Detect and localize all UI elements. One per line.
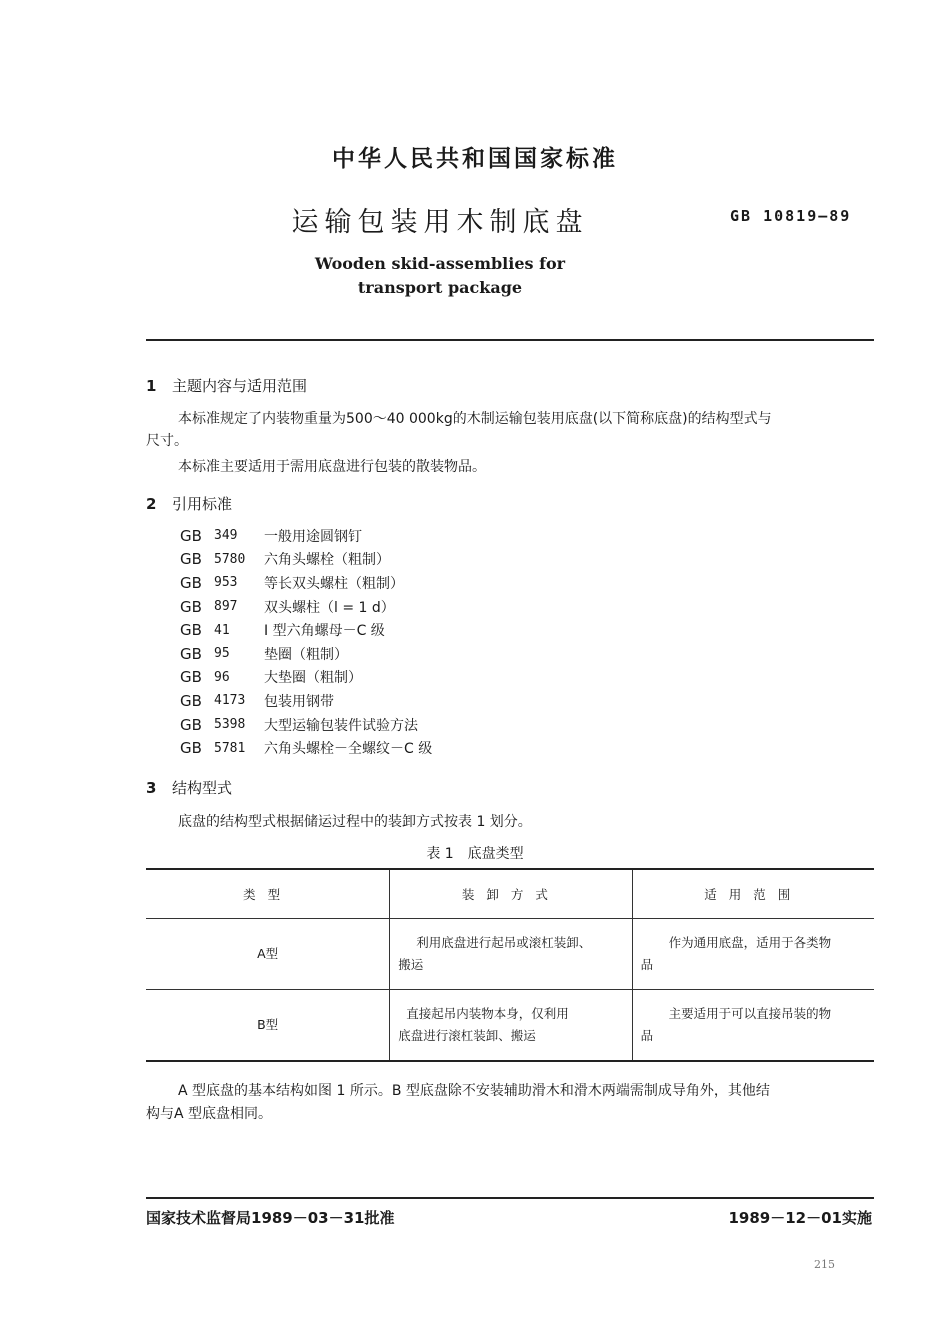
reference-item xyxy=(180,524,432,548)
cell-method xyxy=(390,990,632,1062)
ref-number: 5780 xyxy=(214,551,246,567)
ref-number: 41 xyxy=(214,622,230,638)
ref-title: 大型运输包装件试验方法 xyxy=(264,717,418,734)
header-rule xyxy=(146,339,874,341)
ref-title: 六角头螺栓－全螺纹－C 级 xyxy=(264,741,433,758)
document-title: 运输包装用木制底盘 xyxy=(291,207,589,238)
page-number: 215 xyxy=(814,1258,835,1271)
ref-number: 5398 xyxy=(214,717,246,733)
cell-text-line: 主要适用于可以直接吊装的物 xyxy=(668,1006,832,1021)
ref-title: 双头螺柱（l = 1 d） xyxy=(264,599,395,616)
section-title: 引用标准 xyxy=(172,495,233,513)
reference-item xyxy=(180,548,432,572)
section-1-para2: 本标准主要适用于需用底盘进行包装的散装物品。 xyxy=(178,459,486,475)
reference-list xyxy=(180,524,432,760)
table-caption: 表 1 底盘类型 xyxy=(426,846,524,862)
approval-date: 国家技术监督局1989－03－31批准 xyxy=(146,1209,395,1227)
reference-item xyxy=(180,736,432,760)
section-1-para1-line1: 本标准规定了内装物重量为500～40 000kg的木制运输包装用底盘(以下简称底盘)的结构型式与 xyxy=(178,411,772,427)
reference-item xyxy=(180,713,432,737)
ref-title: 六角头螺栓（粗制） xyxy=(264,552,390,569)
cell-method xyxy=(390,919,632,990)
section-number: 3 xyxy=(146,779,157,797)
ref-title: 一般用途圆钢钉 xyxy=(264,528,362,545)
cell-scope xyxy=(632,990,874,1062)
ref-number: 96 xyxy=(214,669,230,685)
ref-prefix: GB xyxy=(180,715,202,734)
ref-number: 4173 xyxy=(214,693,246,709)
ref-prefix: GB xyxy=(180,550,202,569)
ref-number: 897 xyxy=(214,599,238,615)
cell-scope xyxy=(632,919,874,990)
section-title: 主题内容与适用范围 xyxy=(172,377,308,395)
reference-item xyxy=(180,618,432,642)
ref-title: I 型六角螺母－C 级 xyxy=(264,623,385,640)
header-type: 类型 xyxy=(146,869,390,919)
ref-number: 953 xyxy=(214,575,238,591)
ref-title: 垫圈（粗制） xyxy=(264,646,348,663)
ref-prefix: GB xyxy=(180,526,202,545)
cell-text-line: 作为通用底盘，适用于各类物 xyxy=(668,935,832,950)
ref-prefix: GB xyxy=(180,691,202,710)
section-2-heading xyxy=(146,493,232,514)
cell-text-line: 底盘进行滚杠装卸、搬运 xyxy=(398,1028,536,1043)
skid-type-table xyxy=(146,868,874,1062)
section-3-heading xyxy=(146,777,232,798)
cell-text-line: 品 xyxy=(640,957,654,972)
ref-title: 等长双头螺柱（粗制） xyxy=(264,575,404,592)
ref-title: 包装用钢带 xyxy=(264,693,334,710)
ref-number: 95 xyxy=(214,646,230,662)
ref-prefix: GB xyxy=(180,644,202,663)
reference-item xyxy=(180,571,432,595)
section-number: 1 xyxy=(146,377,157,395)
ref-prefix: GB xyxy=(180,621,202,640)
section-3-intro: 底盘的结构型式根据储运过程中的装卸方式按表 1 划分。 xyxy=(178,814,532,830)
ref-number: 349 xyxy=(214,528,238,544)
header-scope: 适用范围 xyxy=(632,869,874,919)
english-title-line2: transport package xyxy=(357,278,523,297)
organization-header: 中华人民共和国国家标准 xyxy=(332,146,618,172)
table-header-row xyxy=(146,869,874,919)
cell-text-line: 搬运 xyxy=(398,957,424,972)
effective-date: 1989－12－01实施 xyxy=(728,1209,872,1227)
reference-item xyxy=(180,666,432,690)
table-row xyxy=(146,990,874,1062)
ref-prefix: GB xyxy=(180,739,202,758)
header-method: 装卸方式 xyxy=(390,869,632,919)
section-title: 结构型式 xyxy=(172,779,233,797)
ref-title: 大垫圈（粗制） xyxy=(264,670,362,687)
cell-type: A型 xyxy=(146,919,390,990)
cell-text-line: 直接起吊内装物本身，仅利用 xyxy=(406,1006,569,1021)
table-row xyxy=(146,919,874,990)
section-3-after-line1: A 型底盘的基本结构如图 1 所示。B 型底盘除不安装辅助滑木和滑木两端需制成导角外，其他结 xyxy=(178,1083,770,1099)
standard-code: GB 10819—89 xyxy=(730,207,852,225)
footer-rule xyxy=(146,1197,874,1199)
section-1-heading xyxy=(146,375,307,396)
reference-item xyxy=(180,642,432,666)
ref-prefix: GB xyxy=(180,597,202,616)
ref-number: 5781 xyxy=(214,740,246,756)
cell-type: B型 xyxy=(146,990,390,1062)
section-3-after-line2: 构与A 型底盘相同。 xyxy=(146,1106,273,1122)
section-1-para1-line2: 尺寸。 xyxy=(146,433,188,449)
ref-prefix: GB xyxy=(180,573,202,592)
english-title-line1: Wooden skid-assemblies for xyxy=(314,254,566,273)
cell-text-line: 利用底盘进行起吊或滚杠装卸、 xyxy=(416,935,592,950)
reference-item xyxy=(180,595,432,619)
section-number: 2 xyxy=(146,495,157,513)
reference-item xyxy=(180,689,432,713)
ref-prefix: GB xyxy=(180,668,202,687)
cell-text-line: 品 xyxy=(640,1028,654,1043)
